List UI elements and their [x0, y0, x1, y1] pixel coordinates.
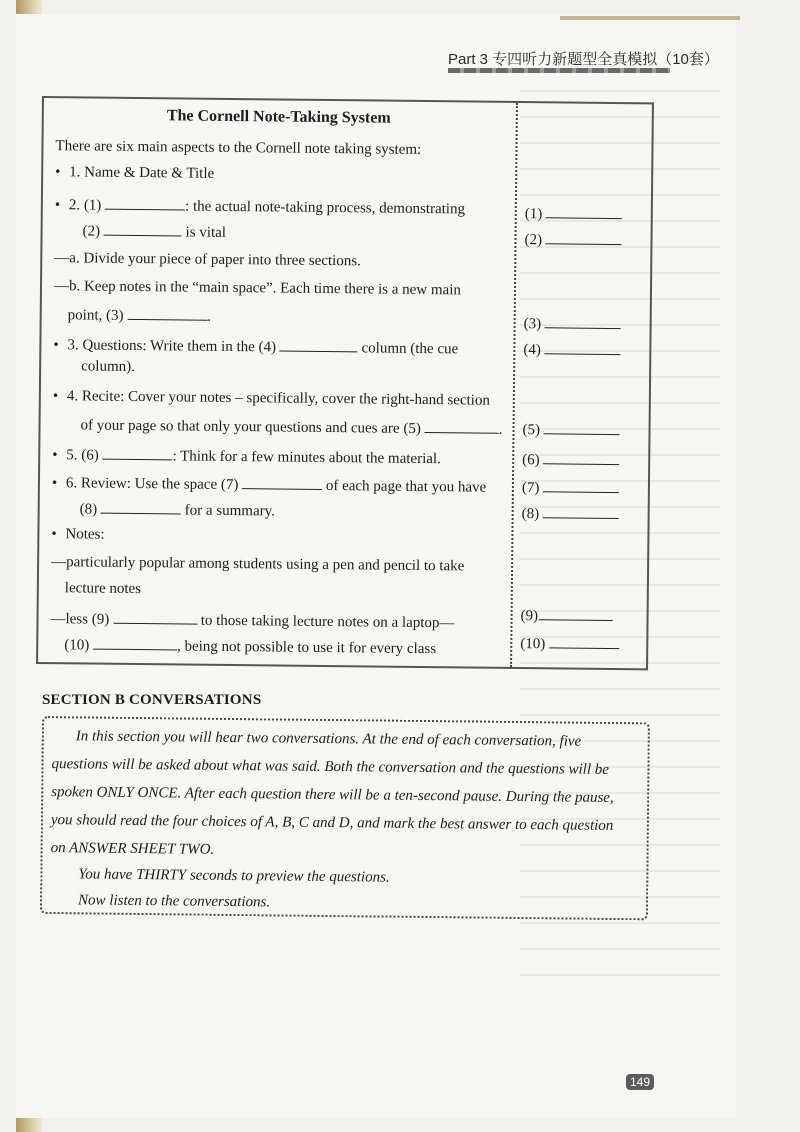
- instruction-line-3: spoken ONLY ONCE. After each question there will be a ten-second pause. During the pause,: [51, 784, 614, 806]
- cue-column-divider: [510, 103, 518, 667]
- instruction-line-7: Now listen to the conversations.: [77, 892, 271, 911]
- answer-3: (3): [524, 313, 621, 334]
- notes-point-2: —less (9) to those taking lecture notes on a laptop—: [50, 608, 454, 632]
- notes-point-1: —particularly popular among students using a pen and pencil to take: [51, 554, 465, 575]
- running-title: Part 3 专四听力新题型全真模拟（10套）: [448, 51, 719, 68]
- notes-point-1-cont: lecture notes: [64, 580, 142, 598]
- section-b-instructions: [40, 716, 650, 920]
- instruction-line-6: You have THIRTY seconds to preview the questions.: [78, 866, 390, 886]
- item-2b-cont: point, (3) .: [68, 304, 212, 325]
- item-4: • 4. Recite: Cover your notes – specifically, cover the right-hand section: [52, 388, 490, 409]
- cornell-notes-box: [36, 96, 654, 670]
- answer-2: (2): [524, 229, 621, 250]
- instruction-line-1: In this section you will hear two conversations. At the end of each conversation, five: [75, 728, 582, 750]
- notes-label: • Notes:: [51, 526, 105, 543]
- page-number: 149: [626, 1074, 654, 1090]
- answer-7: (7): [522, 477, 619, 498]
- answer-9: (9): [520, 605, 612, 626]
- answer-5: (5): [522, 419, 619, 440]
- item-2a: —a. Divide your piece of paper into three sections.: [54, 250, 361, 270]
- item-3: • 3. Questions: Write them in the (4) column (the cue: [53, 337, 459, 358]
- answer-6: (6): [522, 449, 619, 470]
- item-4-cont: of your page so that only your questions and cues are (5) .: [80, 417, 503, 438]
- item-2b: —b. Keep notes in the “main space”. Each time there is a new main: [53, 278, 462, 299]
- section-b-heading: SECTION B CONVERSATIONS: [42, 692, 262, 708]
- answer-8: (8): [522, 503, 619, 524]
- notes-intro: There are six main aspects to the Cornell note taking system:: [55, 138, 422, 158]
- instruction-line-5: on ANSWER SHEET TWO.: [50, 840, 215, 858]
- item-3-cont: column).: [81, 358, 136, 375]
- answer-1: (1): [525, 203, 622, 224]
- item-6: • 6. Review: Use the space (7) of each page that you have: [51, 475, 487, 496]
- item-6-cont: (8) for a summary.: [80, 498, 275, 520]
- answer-4: (4): [523, 339, 620, 360]
- instruction-line-2: questions will be asked about what was said. Both the conversation and the questions will be: [51, 756, 610, 778]
- answer-10: (10): [520, 633, 619, 654]
- item-1: • 1. Name & Date & Title: [55, 164, 215, 182]
- notes-title: The Cornell Note-Taking System: [166, 107, 391, 127]
- item-2-cont: (2) is vital: [82, 220, 226, 242]
- notes-point-2-cont: (10) , being not possible to use it for every class: [64, 634, 436, 658]
- item-2: • 2. (1) : the actual note-taking process, demonstrating: [55, 194, 465, 218]
- page-edge-strip: [560, 16, 740, 20]
- item-5: • 5. (6) : Think for a few minutes about the material.: [52, 444, 441, 468]
- running-title-rule: [448, 68, 670, 73]
- instruction-line-4: you should read the four choices of A, B, C and D, and mark the best answer to each question: [50, 812, 614, 834]
